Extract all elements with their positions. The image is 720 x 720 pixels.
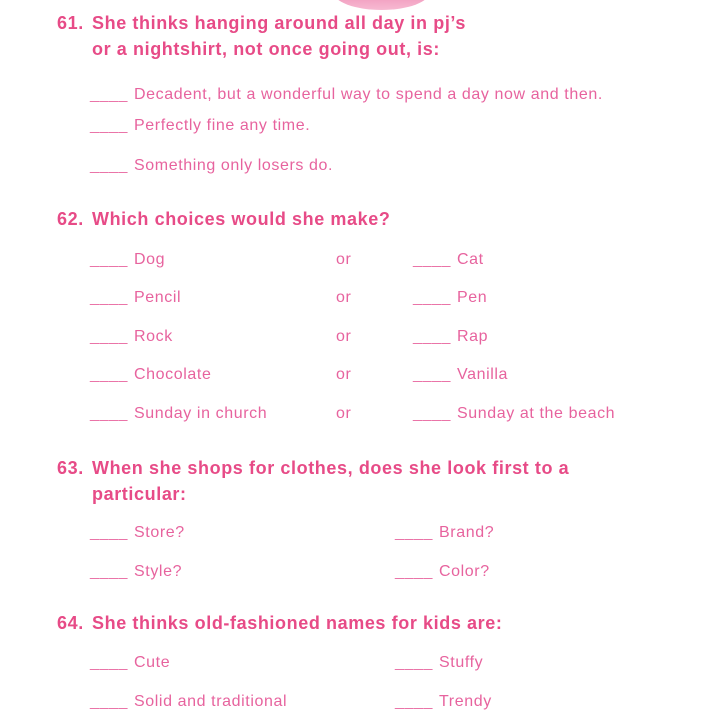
q62-pair-2-right xyxy=(413,288,487,307)
q61-option-1-label: Decadent, but a wonderful way to spend a day now and then. xyxy=(134,86,603,103)
q62-pair-1-separator: or xyxy=(336,251,352,268)
q62-pair-2-right-label: Pen xyxy=(457,289,488,306)
answer-blank: ____ xyxy=(413,366,451,383)
q61-prompt-line-1: She thinks hanging around all day in pj’s xyxy=(92,13,466,33)
q64-option-stuffy-label: Stuffy xyxy=(439,654,484,671)
q63-option-brand xyxy=(395,523,494,542)
q64-option-solid xyxy=(90,692,287,711)
q62-pair-1-right-label: Cat xyxy=(457,251,484,268)
q64-option-cute-label: Cute xyxy=(134,654,171,671)
answer-blank: ____ xyxy=(413,289,451,306)
answer-blank: ____ xyxy=(395,563,433,580)
q61-option-3-label: Something only losers do. xyxy=(134,157,334,174)
q63-prompt-line-1: When she shops for clothes, does she look first to a xyxy=(92,458,570,478)
q62-prompt-line-1: Which choices would she make? xyxy=(92,209,391,229)
answer-blank: ____ xyxy=(90,251,128,268)
q62-pair-4-left xyxy=(90,365,211,384)
q62-pair-1-right xyxy=(413,250,484,269)
q64-option-solid-label: Solid and traditional xyxy=(134,693,288,710)
q62-pair-5-left-label: Sunday in church xyxy=(134,405,268,422)
q62-pair-2-left xyxy=(90,288,181,307)
q62-pair-5-right-label: Sunday at the beach xyxy=(457,405,616,422)
q61-option-1 xyxy=(90,85,603,104)
q64-prompt-line-1: She thinks old-fashioned names for kids are: xyxy=(92,613,503,633)
q61-option-2 xyxy=(90,116,310,135)
q62-pair-1-left-label: Dog xyxy=(134,251,166,268)
answer-blank: ____ xyxy=(413,328,451,345)
q64-option-stuffy xyxy=(395,653,483,672)
answer-blank: ____ xyxy=(90,693,128,710)
q61-option-3 xyxy=(90,156,333,175)
answer-blank: ____ xyxy=(395,654,433,671)
q62-pair-3-right xyxy=(413,327,488,346)
circle-ornament xyxy=(333,0,430,10)
q62-pair-3-separator: or xyxy=(336,328,352,345)
q62-pair-2-left-label: Pencil xyxy=(134,289,182,306)
answer-blank: ____ xyxy=(90,654,128,671)
q63-option-store xyxy=(90,523,185,542)
answer-blank: ____ xyxy=(90,366,128,383)
q64-option-cute xyxy=(90,653,170,672)
q62-pair-3-left xyxy=(90,327,173,346)
answer-blank: ____ xyxy=(395,524,433,541)
q63-option-color xyxy=(395,562,490,581)
answer-blank: ____ xyxy=(413,405,451,422)
answer-blank: ____ xyxy=(413,251,451,268)
q63-number: 63. xyxy=(57,458,84,478)
q61-option-2-label: Perfectly fine any time. xyxy=(134,117,311,134)
q62-pair-4-separator: or xyxy=(336,366,352,383)
q62-pair-5-right xyxy=(413,404,615,423)
answer-blank: ____ xyxy=(90,289,128,306)
answer-blank: ____ xyxy=(90,157,128,174)
answer-blank: ____ xyxy=(90,524,128,541)
q62-pair-5-separator: or xyxy=(336,405,352,422)
q63-option-style xyxy=(90,562,182,581)
q61-prompt-line-2: or a nightshirt, not once going out, is: xyxy=(92,39,440,59)
q62-pair-2-separator: or xyxy=(336,289,352,306)
q62-pair-3-left-label: Rock xyxy=(134,328,173,345)
answer-blank: ____ xyxy=(90,328,128,345)
q62-pair-1-left xyxy=(90,250,165,269)
q62-pair-3-right-label: Rap xyxy=(457,328,489,345)
q64-number: 64. xyxy=(57,613,84,633)
answer-blank: ____ xyxy=(90,117,128,134)
q63-option-store-label: Store? xyxy=(134,524,185,541)
q62-pair-4-left-label: Chocolate xyxy=(134,366,212,383)
answer-blank: ____ xyxy=(90,563,128,580)
q63-option-style-label: Style? xyxy=(134,563,183,580)
q62-pair-4-right xyxy=(413,365,508,384)
q64-option-trendy xyxy=(395,692,492,711)
answer-blank: ____ xyxy=(395,693,433,710)
q62-pair-4-right-label: Vanilla xyxy=(457,366,509,383)
q63-prompt-line-2: particular: xyxy=(92,484,187,504)
q62-pair-5-left xyxy=(90,404,267,423)
q61-number: 61. xyxy=(57,13,84,33)
answer-blank: ____ xyxy=(90,405,128,422)
answer-blank: ____ xyxy=(90,86,128,103)
q64-option-trendy-label: Trendy xyxy=(439,693,492,710)
q62-number: 62. xyxy=(57,209,84,229)
q63-option-brand-label: Brand? xyxy=(439,524,495,541)
q63-option-color-label: Color? xyxy=(439,563,490,580)
